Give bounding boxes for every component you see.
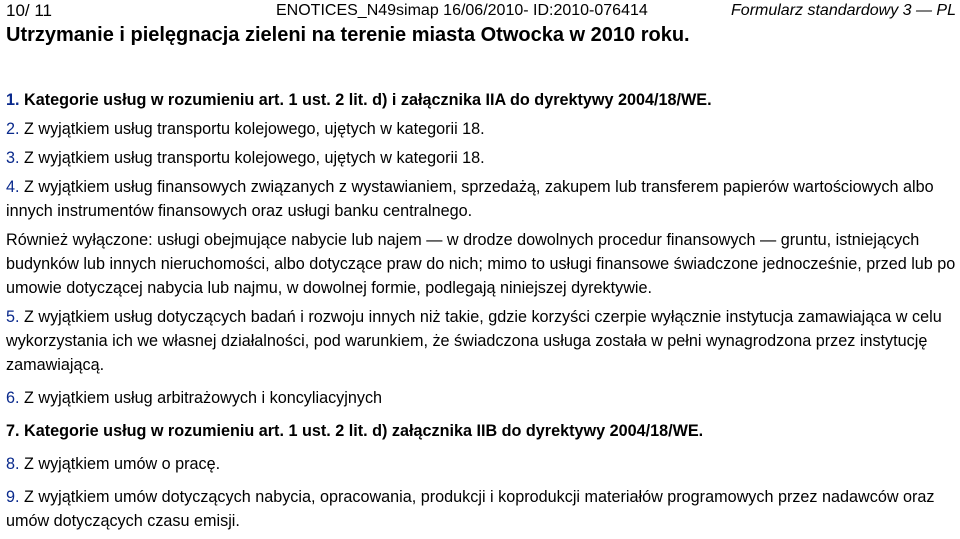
footnote-8 bbox=[6, 452, 956, 476]
footnote-number: 6. bbox=[6, 389, 20, 407]
footnote-number: 3. bbox=[6, 149, 20, 167]
footnote-text: Z wyjątkiem usług finansowych związanych z wystawianiem, sprzedażą, zakupem lub transferem papierów wartościowych albo innych instrumentów finansowych oraz usługi banku centralnego. bbox=[6, 178, 934, 220]
footnote-2 bbox=[6, 117, 956, 141]
page-number: 10/ 11 bbox=[6, 1, 53, 20]
footnote-text: Również wyłączone: usługi obejmujące nabycie lub najem — w drodze dowolnych procedur finansowych — gruntu, istniejących budynków lub innych nieruchomości, albo dotyczące praw do nich; mimo to usługi finansowe świadczone jednocześnie, przed lub po umowie dotyczącej nabycia lub najmu, w dowolnej formie, podlegają niniejszej dyrektywie. bbox=[6, 231, 956, 297]
footnote-9 bbox=[6, 485, 956, 533]
footnote-4 bbox=[6, 175, 956, 223]
footnote-number: 1. bbox=[6, 91, 20, 109]
footnote-6 bbox=[6, 386, 956, 410]
footnote-5 bbox=[6, 305, 956, 377]
footnote-number: 8. bbox=[6, 455, 20, 473]
footnote-text: Z wyjątkiem usług dotyczących badań i rozwoju innych niż takie, gdzie korzyści czerpie wyłącznie instytucja zamawiająca w celu wykorzystania ich we własnej działalności, pod warunkiem, że świadczona usługa została w pełni wynagrodzona przez instytucję zamawiającą. bbox=[6, 308, 942, 374]
footnotes bbox=[6, 88, 956, 533]
footnote-text: Z wyjątkiem usług transportu kolejowego, ujętych w kategorii 18. bbox=[24, 120, 485, 138]
footnote-number: 5. bbox=[6, 308, 20, 326]
footnote-4-continued bbox=[6, 228, 956, 300]
footnote-text: Kategorie usług w rozumieniu art. 1 ust. 2 lit. d) i załącznika IIA do dyrektywy 2004/18/WE. bbox=[24, 91, 712, 109]
footnote-7 bbox=[6, 419, 956, 443]
footnote-number: 7. bbox=[6, 422, 20, 440]
footnote-text: Z wyjątkiem usług transportu kolejowego, ujętych w kategorii 18. bbox=[24, 149, 485, 167]
notice-id: ENOTICES_N49simap 16/06/2010- ID:2010-076414 bbox=[276, 2, 648, 19]
page-header bbox=[6, 0, 956, 22]
footnote-text: Kategorie usług w rozumieniu art. 1 ust. 2 lit. d) załącznika IIB do dyrektywy 2004/18/WE. bbox=[24, 422, 704, 440]
footnote-text: Z wyjątkiem usług arbitrażowych i koncyliacyjnych bbox=[24, 389, 383, 407]
document-title: Utrzymanie i pielęgnacja zieleni na terenie miasta Otwocka w 2010 roku. bbox=[6, 24, 690, 46]
footnote-1 bbox=[6, 88, 956, 112]
footnote-number: 4. bbox=[6, 178, 20, 196]
footnote-text: Z wyjątkiem umów o pracę. bbox=[24, 455, 221, 473]
footnote-text: Z wyjątkiem umów dotyczących nabycia, opracowania, produkcji i koprodukcji materiałów programowych przez nadawców oraz umów dotyczących czasu emisji. bbox=[6, 488, 935, 530]
footnote-3 bbox=[6, 146, 956, 170]
footnote-number: 2. bbox=[6, 120, 20, 138]
footnote-number: 9. bbox=[6, 488, 20, 506]
form-name: Formularz standardowy 3 — PL bbox=[731, 2, 956, 19]
